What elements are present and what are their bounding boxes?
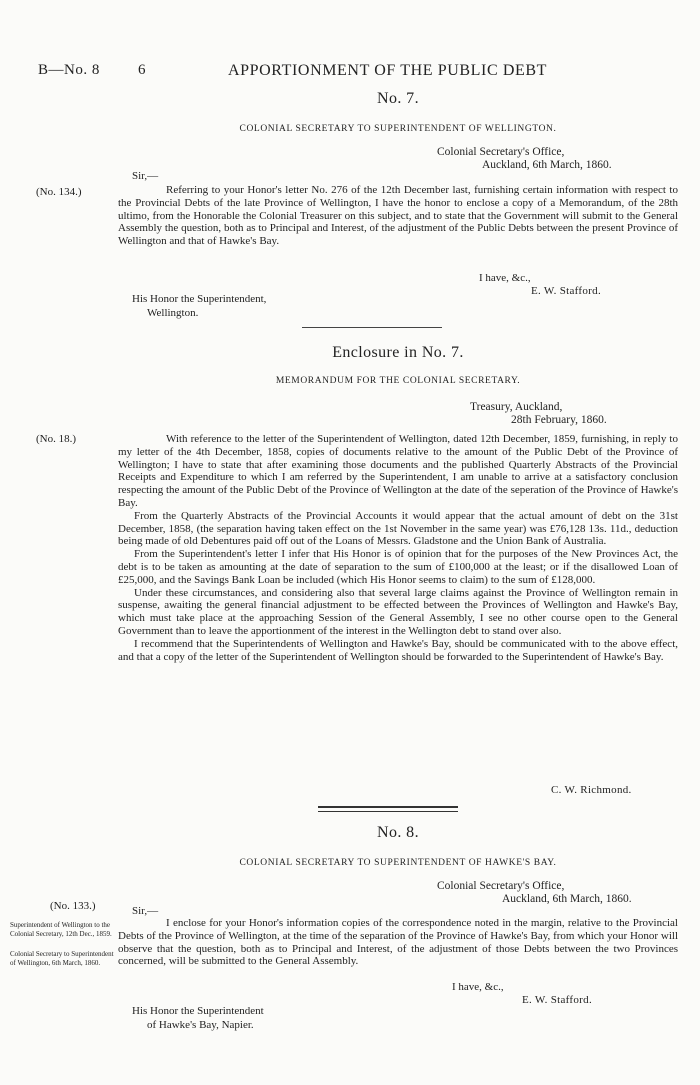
letter8-signature: E. W. Stafford. bbox=[522, 994, 592, 1006]
letter7-addressee-line2: Wellington. bbox=[147, 307, 199, 319]
page-title: APPORTIONMENT OF THE PUBLIC DEBT bbox=[228, 62, 548, 79]
letter7-from-line1: Colonial Secretary's Office, bbox=[437, 146, 565, 158]
enclosure7-title: Enclosure in No. 7. bbox=[332, 344, 464, 361]
enclosure7-paragraph-2: From the Quarterly Abstracts of the Provincial Accounts it would appear that the actual amount of debt on the 31st December, 1858, (the separation having taken effect on the 1st November in the same year) was £76,128 13s. 11d., deduction being made of old Debentures paid off out of the Loans of Messrs. Gladstone and the Union Bank of Australia. bbox=[118, 509, 678, 548]
section-divider bbox=[318, 806, 458, 812]
enclosure7-signature: C. W. Richmond. bbox=[551, 784, 632, 796]
letter7-signature: E. W. Stafford. bbox=[531, 285, 601, 297]
letter8-body bbox=[118, 917, 678, 968]
letter7-number: No. 7. bbox=[377, 90, 419, 107]
enclosure7-from-line2: 28th February, 1860. bbox=[511, 414, 607, 426]
letter7-addressee-line1: His Honor the Superintendent, bbox=[132, 293, 267, 305]
document-ref: B—No. 8 bbox=[38, 62, 100, 78]
enclosure7-paragraph-5: I recommend that the Superintendents of Wellington and Hawke's Bay, should be communicated with to the above effect, and that a copy of the letter of the Superintendent of Wellington should be forwarded to the Superintendent of Hawke's Bay. bbox=[118, 637, 678, 663]
letter7-from-line2: Auckland, 6th March, 1860. bbox=[482, 159, 612, 171]
letter8-from-line2: Auckland, 6th March, 1860. bbox=[502, 893, 632, 905]
enclosure7-subtitle: MEMORANDUM FOR THE COLONIAL SECRETARY. bbox=[275, 376, 521, 386]
letter8-closing: I have, &c., bbox=[452, 981, 504, 993]
enclosure7-paragraph-4: Under these circumstances, and considering also that several large claims against the Province of Wellington remain in suspense, awaiting the general financial adjustment to be effected between the Provinces of Wellington and Hawke's Bay, which must take place at the approaching Session of the General Assembly, I see no other course open to the General Government than to leave the apportionment of the interest in the Wellington debt to stand over also. bbox=[118, 586, 678, 637]
letter8-from-line1: Colonial Secretary's Office, bbox=[437, 880, 565, 892]
enclosure7-margin-ref: (No. 18.) bbox=[36, 433, 77, 445]
letter7-body bbox=[118, 184, 678, 248]
enclosure7-paragraph-1: With reference to the letter of the Superintendent of Wellington, dated 12th December, 1859, furnishing, in reply to my letter of the 4th December, 1858, copies of documents relative to the amount of the Public Debt of the Province of Wellington; I have to state that after examining those documents and the published Quarterly Abstracts of the Provincial Receipts and Expenditure to which I am referred by the Superintendent, I am unable to arrive at a satisfactory conclusion respecting the amount of the Public Debt of the Province of Wellington at the date of the seperation of the Province of Hawke's Bay. bbox=[118, 433, 678, 509]
letter8-number: No. 8. bbox=[377, 824, 419, 841]
page-number: 6 bbox=[138, 62, 146, 78]
letter7-subtitle: COLONIAL SECRETARY TO SUPERINTENDENT OF WELLINGTON. bbox=[239, 124, 557, 134]
enclosure7-body bbox=[118, 433, 678, 663]
letter8-addressee-line1: His Honor the Superintendent bbox=[132, 1005, 264, 1017]
letter8-margin-ref: (No. 133.) bbox=[50, 900, 96, 912]
enclosure7-from-line1: Treasury, Auckland, bbox=[470, 401, 563, 413]
letter7-closing: I have, &c., bbox=[479, 272, 531, 284]
letter7-margin-ref: (No. 134.) bbox=[36, 186, 82, 198]
letter8-salutation: Sir,— bbox=[132, 905, 159, 917]
letter8-body-text: I enclose for your Honor's information copies of the correspondence noted in the margin, relative to the Provincial Debts of the Province of Wellington, at the time of the separation of the Province of Hawke's Bay, from which your Honor will observe that the question, both as to Principal and Interest, of the adjustment of those Debts between the two Provinces concerned, will be submitted to the General Assembly. bbox=[118, 917, 678, 968]
letter8-margin-note-1: Superintendent of Wellington to the Colonial Secretary, 12th Dec., 1859. bbox=[10, 921, 112, 938]
letter8-margin-note-2: Colonial Secretary to Superintendent of Wellington, 6th March, 1860. bbox=[10, 950, 114, 967]
letter8-addressee-line2: of Hawke's Bay, Napier. bbox=[147, 1019, 254, 1031]
letter8-subtitle: COLONIAL SECRETARY TO SUPERINTENDENT OF HAWKE'S BAY. bbox=[239, 858, 557, 868]
letter7-body-text: Referring to your Honor's letter No. 276 of the 12th December last, furnishing certain information with respect to the Provincial Debts of the late Province of Wellington, I have the honor to enclose a copy of a Memorandum, of the 28th ultimo, from the Honorable the Colonial Treasurer on this subject, and to state that the Government will submit to the General Assembly the question, both as to Principal and Interest, of the adjustment of the Public Debts between the present Province of Wellington and that of Hawke's Bay. bbox=[118, 184, 678, 248]
enclosure7-paragraph-3: From the Superintendent's letter I infer that His Honor is of opinion that for the purposes of the New Provinces Act, the debt is to be taken as amounting at the date of separation to the sum of £100,000 at the least; or if the disallowed Loan of £25,000, and the Savings Bank Loan be included (which His Honor seems to claim) to the sum of £128,000. bbox=[118, 548, 678, 586]
divider bbox=[302, 327, 442, 328]
letter7-salutation: Sir,— bbox=[132, 170, 159, 182]
